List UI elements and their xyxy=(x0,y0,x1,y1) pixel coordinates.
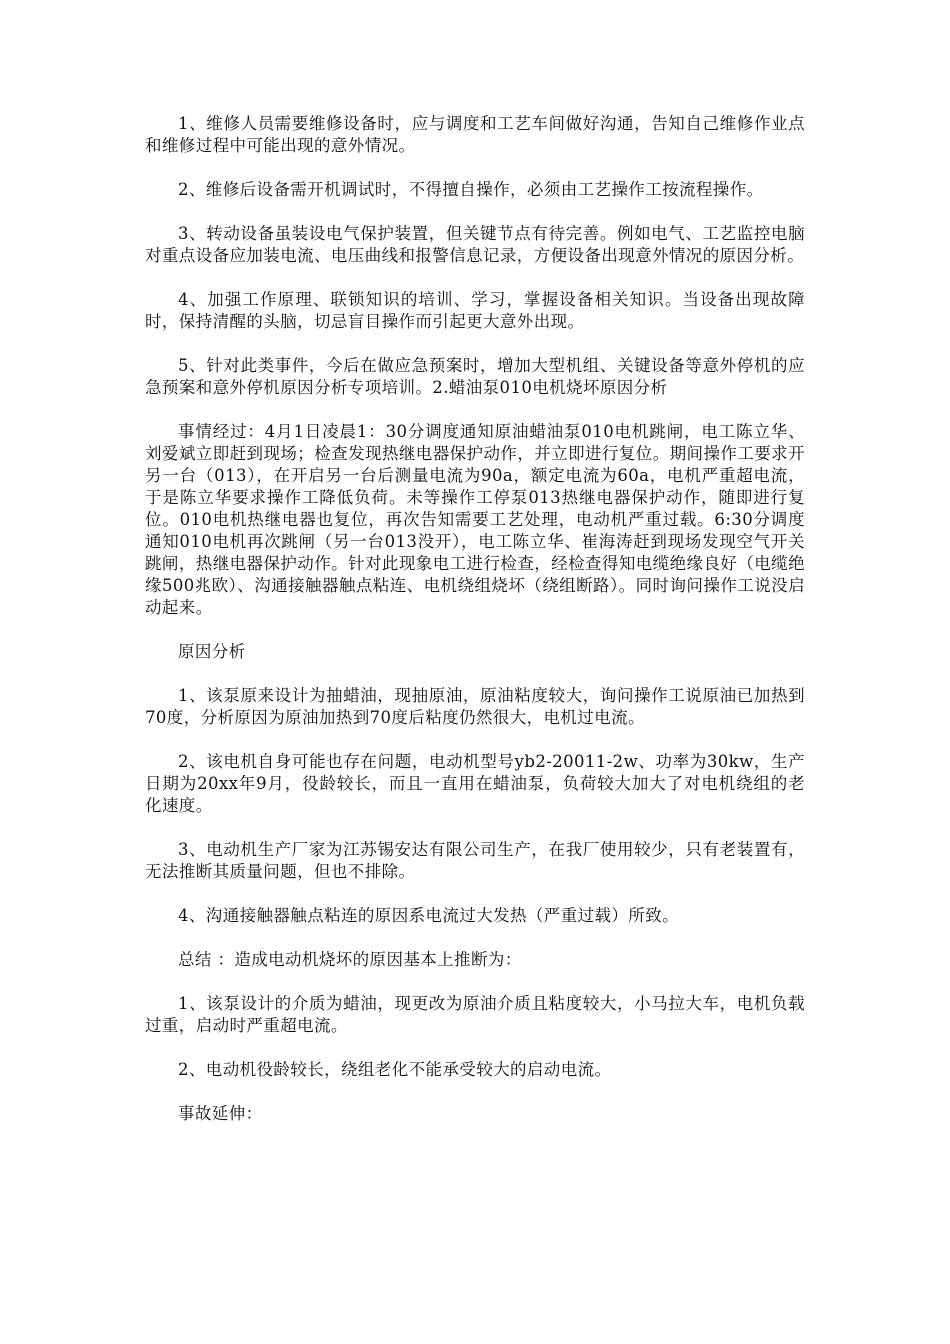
paragraph-cause-2: 2、该电机自身可能也存在问题，电动机型号yb2-20011-2w、功率为30kw，生产日期为20xx年9月，役龄较长，而且一直用在蜡油泵，负荷较大加大了对电机绕组的老化速度。 xyxy=(145,752,805,815)
paragraph-emergency-plan: 5、针对此类事件，今后在做应急预案时，增加大型机组、关键设备等意外停机的应急预案和意外停机原因分析专项培训。2.蜡油泵010电机烧坏原因分析 xyxy=(145,356,805,397)
paragraph-cause-1: 1、该泵原来设计为抽蜡油，现抽原油，原油粘度较大，询问操作工说原油已加热到70度，分析原因为原油加热到70度后粘度仍然很大，电机过电流。 xyxy=(145,686,805,727)
paragraph-summary-2: 2、电动机役龄较长，绕组老化不能承受较大的启动电流。 xyxy=(178,1060,612,1079)
heading-cause-analysis: 原因分析 xyxy=(178,642,246,661)
heading-summary: 总结 ：造成电动机烧坏的原因基本上推断为： xyxy=(178,950,522,969)
document-body xyxy=(145,113,805,1147)
paragraph-cause-4: 4、沟通接触器触点粘连的原因系电流过大发热（严重过载）所致。 xyxy=(178,906,679,925)
paragraph-protection-devices: 3、转动设备虽装设电气保护装置，但关键节点有待完善。例如电气、工艺监控电脑对重点设备应加装电流、电压曲线和报警信息记录，方便设备出现意外情况的原因分析。 xyxy=(145,224,805,265)
paragraph-cause-3: 3、电动机生产厂家为江苏锡安达有限公司生产，在我厂使用较少，只有老装置有，无法推断其质量问题，但也不排除。 xyxy=(145,840,805,881)
paragraph-summary-1: 1、该泵设计的介质为蜡油，现更改为原油介质且粘度较大，小马拉大车，电机负载过重，启动时严重超电流。 xyxy=(145,994,805,1035)
paragraph-maintenance-communication: 1、维修人员需要维修设备时，应与调度和工艺车间做好沟通，告知自己维修作业点和维修过程中可能出现的意外情况。 xyxy=(145,114,805,155)
heading-incident-extension: 事故延伸： xyxy=(178,1104,263,1123)
paragraph-training: 4、加强工作原理、联锁知识的培训、学习，掌握设备相关知识。当设备出现故障时，保持清醒的头脑，切忌盲目操作而引起更大意外出现。 xyxy=(145,290,805,331)
paragraph-commissioning: 2、维修后设备需开机调试时，不得擅自操作，必须由工艺操作工按流程操作。 xyxy=(178,180,764,199)
paragraph-incident-account: 事情经过：4月1日凌晨1：30分调度通知原油蜡油泵010电机跳闸，电工陈立华、刘爱斌立即赶到现场；检查发现热继电器保护动作，并立即进行复位。期间操作工要求开另一台（013），在开启另一台后测量电流为90a，额定电流为60a，电机严重超电流，于是陈立华要求操作工降低负荷。未等操作工停泵013热继电器保护动作，随即进行复位。010电机热继电器也复位，再次告知需要工艺处理，电动机严重过载。6:30分调度通知010电机再次跳闸（另一台013没开），电工陈立华、崔海涛赶到现场发现空气开关跳闸，热继电器保护动作。针对此现象电工进行检查，经检查得知电缆绝缘良好（电缆绝缘500兆欧）、沟通接触器触点粘连、电机绕组烧坏（绕组断路）。同时询问操作工说没启动起来。 xyxy=(145,422,805,617)
